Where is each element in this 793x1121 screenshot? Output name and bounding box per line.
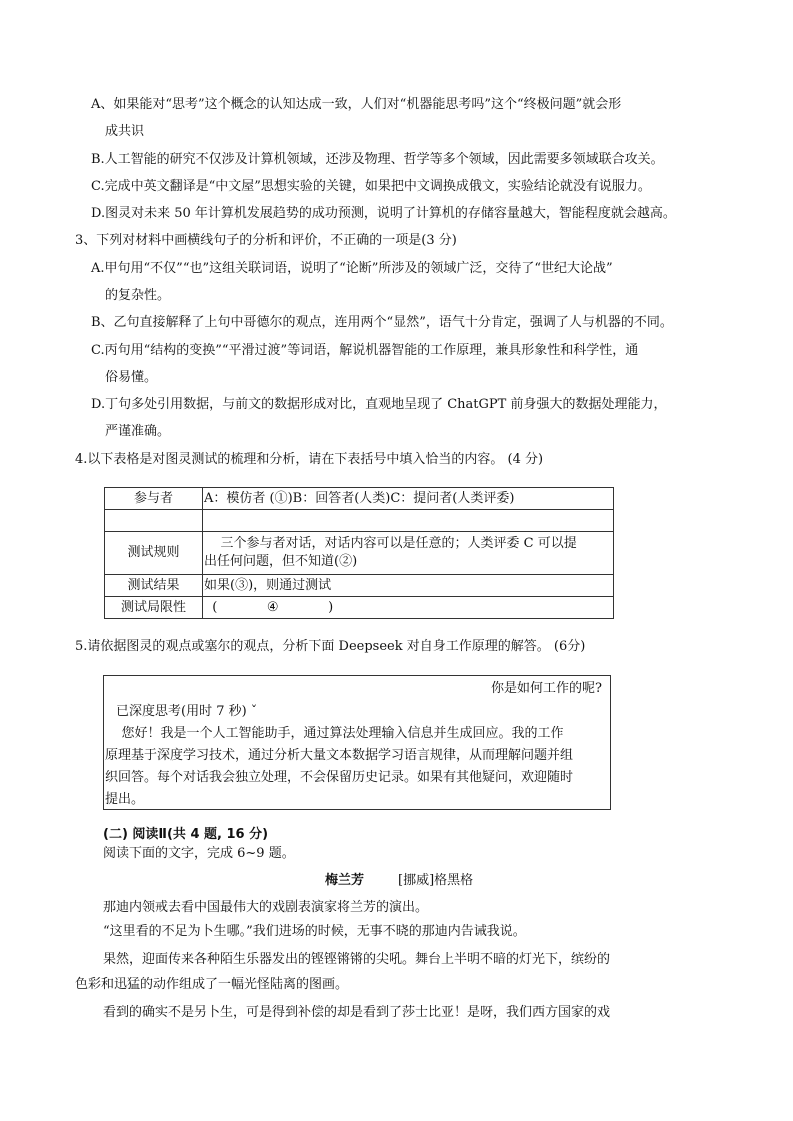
thinking-status: 已深度思考(用时 7 秒) ˇ xyxy=(116,704,258,719)
section-title: (二) 阅读Ⅱ(共 4 题, 16 分) xyxy=(103,827,269,842)
rule-text-line2: 出任何问题，但不知道(②) xyxy=(204,554,358,569)
q2-option-c: C.完成中英文翻译是“中文屋”思想实验的关键，如果把中文调换成俄文，实验结论就没有说服力。 xyxy=(91,179,651,194)
table-cell-label xyxy=(105,510,203,532)
table-cell-value: 如果(③)，则通过测试 xyxy=(203,575,614,597)
table-row xyxy=(105,532,614,575)
answer-line-2: 原理基于深度学习技术，通过分析大量文本数据学习语言规律，从而理解问题并组 xyxy=(105,748,574,763)
table-row xyxy=(105,488,614,510)
article-title: 梅兰芳 xyxy=(325,873,365,888)
table-cell-value xyxy=(203,532,614,575)
table-cell-value: ( ④ ) xyxy=(203,597,614,619)
q3-option-a-line1: A.甲句用“不仅”“也”这组关联词语，说明了“论断”所涉及的领域广泛，交待了“世纪大论战” xyxy=(91,261,613,276)
user-question: 你是如何工作的呢? xyxy=(491,681,602,696)
answer-line-1: 您好！我是一个人工智能助手，通过算法处理输入信息并生成回应。我的工作 xyxy=(105,726,564,741)
q3-option-d-line1: D.丁句多处引用数据，与前文的数据形成对比，直观地呈现了 ChatGPT 前身强大的数据处理能力， xyxy=(91,397,667,412)
q2-option-d: D.图灵对未来 50 年计算机发展趋势的成功预测，说明了计算机的存储容量越大，智能程度就会越高。 xyxy=(91,206,676,221)
table-row xyxy=(105,575,614,597)
paragraph-3-line2: 色彩和迅猛的动作组成了一幅光怪陆离的图画。 xyxy=(75,977,349,992)
table-cell-label: 参与者 xyxy=(105,488,203,510)
paragraph-3-line1: 果然，迎面传来各种陌生乐器发出的铿铿锵锵的尖吼。舞台上半明不暗的灯光下，缤纷的 xyxy=(103,952,611,967)
q3-option-c-line1: C.丙句用“结构的变换”“平滑过渡”等词语，解说机器智能的工作原理，兼具形象性和科学性，通 xyxy=(91,343,639,358)
q3-option-b: B、乙句直接解释了上句中哥德尔的观点，连用两个“显然”，语气十分肯定，强调了人与机器的不同。 xyxy=(91,315,673,330)
table-row xyxy=(105,597,614,619)
table-cell-label: 测试规则 xyxy=(105,532,203,575)
q3-option-c-line2: 俗易懂。 xyxy=(105,370,158,385)
q3-option-a-line2: 的复杂性。 xyxy=(105,288,171,303)
q5-stem: 5.请依据图灵的观点或塞尔的观点，分析下面 Deepseek 对自身工作原理的解答。 (6分) xyxy=(75,639,586,654)
paragraph-4: 看到的确实不是另卜生，可是得到补偿的却是看到了莎士比亚！是呀，我们西方国家的戏 xyxy=(103,1005,611,1020)
q2-option-b: B.人工智能的研究不仅涉及计算机领域，还涉及物理、哲学等多个领域，因此需要多领域联合攻关。 xyxy=(91,152,664,167)
table-cell-value: A：模仿者 (①)B：回答者(人类)C：提问者(人类评委) xyxy=(203,488,614,510)
table-cell-label: 测试结果 xyxy=(105,575,203,597)
turing-test-table xyxy=(104,487,614,619)
table-cell-value xyxy=(203,510,614,532)
q2-option-a-line1: A、如果能对“思考”这个概念的认知达成一致，人们对“机器能思考吗”这个“终极问题”就会形 xyxy=(91,97,622,112)
rule-text-line1: 三个参与者对话，对话内容可以是任意的；人类评委 C 可以提 xyxy=(204,536,577,551)
q2-option-a-line2: 成共识 xyxy=(105,124,145,139)
deepseek-dialogue-box xyxy=(103,675,611,810)
table-row xyxy=(105,510,614,532)
paragraph-2: “这里看的不足为卜生哪。”我们进场的时候，无事不晓的那迪内告诫我说。 xyxy=(103,924,526,939)
q3-stem: 3、下列对材料中画横线句子的分析和评价，不正确的一项是(3 分) xyxy=(75,233,457,248)
q4-stem: 4.以下表格是对图灵测试的梳理和分析，请在下表括号中填入恰当的内容。 (4 分) xyxy=(75,452,544,467)
article-author: [挪威]格黑格 xyxy=(398,873,474,888)
table-cell-label: 测试局限性 xyxy=(105,597,203,619)
section-instruction: 阅读下面的文字，完成 6~9 题。 xyxy=(103,846,295,861)
q3-option-d-line2: 严谨准确。 xyxy=(105,424,171,439)
paragraph-1: 那迪内领戒去看中国最伟大的戏剧表演家将兰芳的演出。 xyxy=(103,900,429,915)
answer-line-4: 提出。 xyxy=(105,792,145,807)
answer-line-3: 织回答。每个对话我会独立处理，不会保留历史记录。如果有其他疑问，欢迎随时 xyxy=(105,770,574,785)
